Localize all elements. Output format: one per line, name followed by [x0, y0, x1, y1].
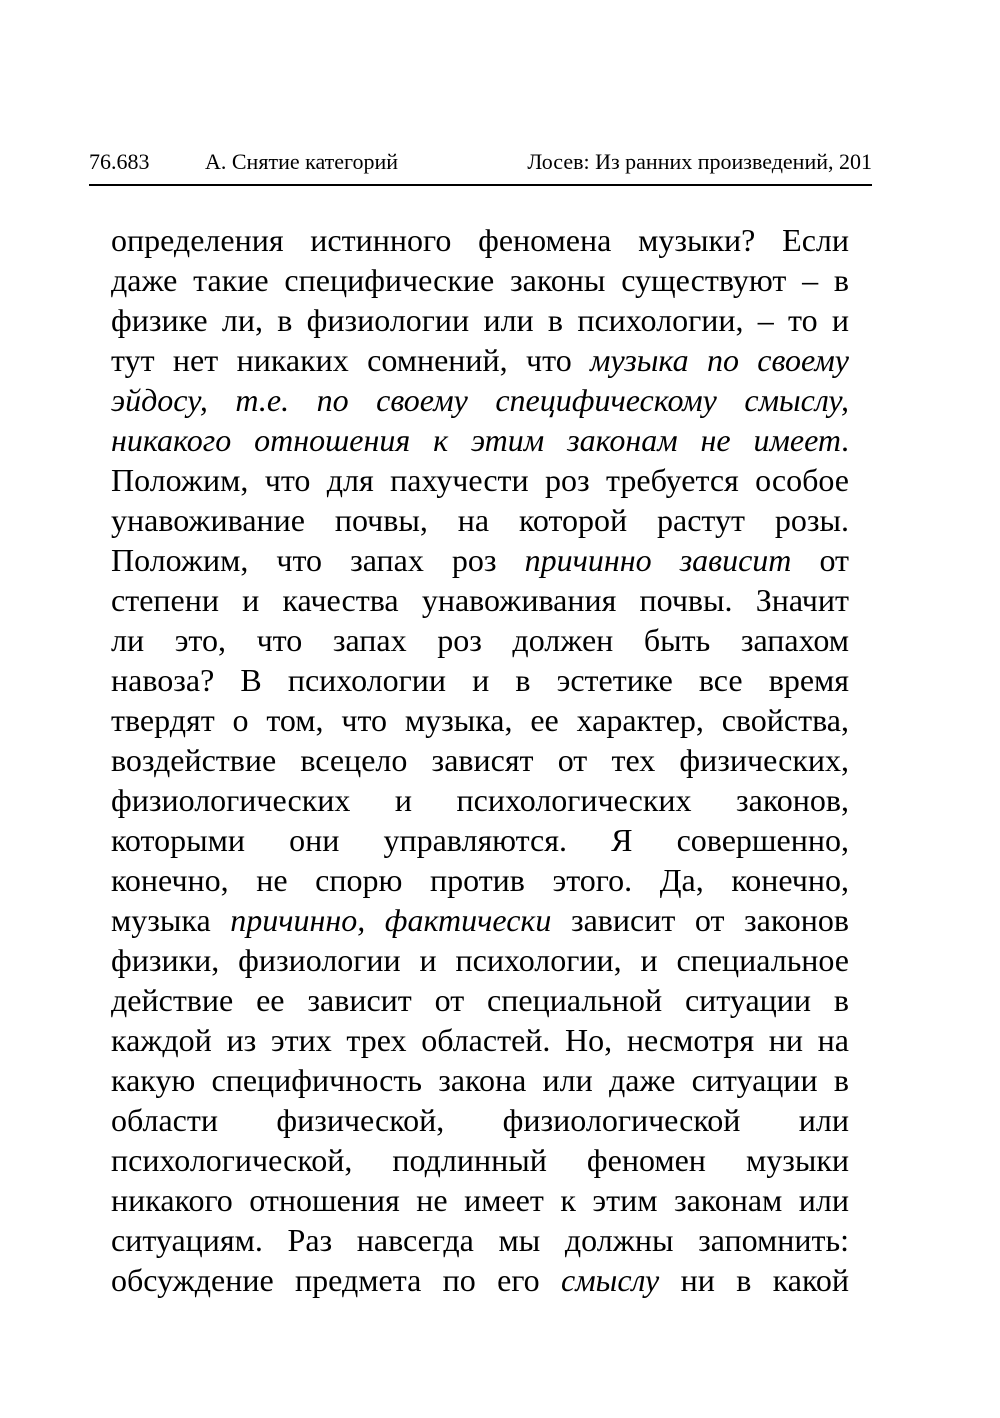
text-run: Положим, что для пахучести роз требуется особое: [111, 462, 849, 498]
text-line: [111, 420, 849, 460]
text-run: физики, физиологии и психологии, и специальное: [111, 942, 849, 978]
text-run: зависит от законов: [551, 902, 850, 938]
text-line: [111, 820, 849, 860]
text-run: конечно, не спорю против этого. Да, конечно,: [111, 862, 849, 898]
text-line: [111, 1060, 849, 1100]
text-line: [111, 260, 849, 300]
text-run: от: [791, 542, 850, 578]
text-line: [111, 1100, 849, 1140]
text-line: [111, 980, 849, 1020]
text-run: унавоживание почвы, на которой растут розы.: [111, 502, 849, 538]
italic-emphasis: причинно, фактически: [230, 902, 552, 938]
text-run: области физической, физиологической или: [111, 1102, 849, 1138]
text-line: [111, 1220, 849, 1260]
text-line: [111, 700, 849, 740]
text-run: степени и качества унавоживания почвы. Значит: [111, 582, 849, 618]
text-line: [111, 1180, 849, 1220]
text-run: музыка: [111, 902, 231, 938]
text-line: [111, 780, 849, 820]
text-run: никакого отношения не имеет к этим законам или: [111, 1182, 849, 1218]
text-line: [111, 580, 849, 620]
text-line: [111, 540, 849, 580]
text-line: [111, 380, 849, 420]
text-run: каждой из этих трех областей. Но, несмотря ни на: [111, 1022, 849, 1058]
text-run: воздействие всецело зависят от тех физических,: [111, 742, 849, 778]
italic-emphasis: смыслу: [561, 1262, 660, 1298]
text-run: которыми они управляются. Я совершенно,: [111, 822, 849, 858]
text-run: Положим, что запах роз: [111, 542, 525, 578]
header-number: 76.683: [89, 149, 150, 174]
text-run: ни в какой: [659, 1262, 850, 1298]
italic-emphasis: никакого отношения к этим законам не имеет: [111, 422, 841, 458]
running-header: [89, 148, 872, 186]
text-line: [111, 220, 849, 260]
text-line: [111, 1020, 849, 1060]
body-text: [111, 220, 849, 1300]
italic-emphasis: музыка по своему: [590, 342, 849, 378]
text-run: твердят о том, что музыка, ее характер, свойства,: [111, 702, 849, 738]
text-run: ситуациям. Раз навсегда мы должны запомнить:: [111, 1222, 849, 1258]
text-run: определения истинного феномена музыки? Если: [111, 222, 849, 258]
italic-emphasis: эйдосу, т.е. по своему специфическому смыслу,: [111, 382, 849, 418]
text-line: [111, 620, 849, 660]
header-section-title: А. Снятие категорий: [205, 149, 399, 174]
text-run: .: [841, 422, 849, 458]
text-line: [111, 1260, 849, 1300]
text-line: [111, 740, 849, 780]
text-run: навоза? В психологии и в эстетике все время: [111, 662, 849, 698]
text-line: [111, 300, 849, 340]
text-run: физиологических и психологических законов,: [111, 782, 849, 818]
text-run: психологической, подлинный феномен музыки: [111, 1142, 849, 1178]
text-run: какую специфичность закона или даже ситуации в: [111, 1062, 849, 1098]
text-run: действие ее зависит от специальной ситуации в: [111, 982, 849, 1018]
text-run: даже такие специфические законы существуют – в: [111, 262, 849, 298]
text-run: обсуждение предмета по его: [111, 1262, 562, 1298]
italic-emphasis: причинно зависит: [524, 542, 792, 578]
text-run: ли это, что запах роз должен быть запахом: [111, 622, 849, 658]
text-line: [111, 860, 849, 900]
text-line: [111, 900, 849, 940]
text-line: [111, 660, 849, 700]
text-line: [111, 940, 849, 980]
text-line: [111, 340, 849, 380]
text-run: тут нет никаких сомнений, что: [111, 342, 591, 378]
text-line: [111, 460, 849, 500]
text-run: физике ли, в физиологии или в психологии, – то и: [111, 302, 849, 338]
text-line: [111, 1140, 849, 1180]
header-source-title: Лосев: Из ранних произведений, 201: [527, 149, 872, 174]
text-line: [111, 500, 849, 540]
